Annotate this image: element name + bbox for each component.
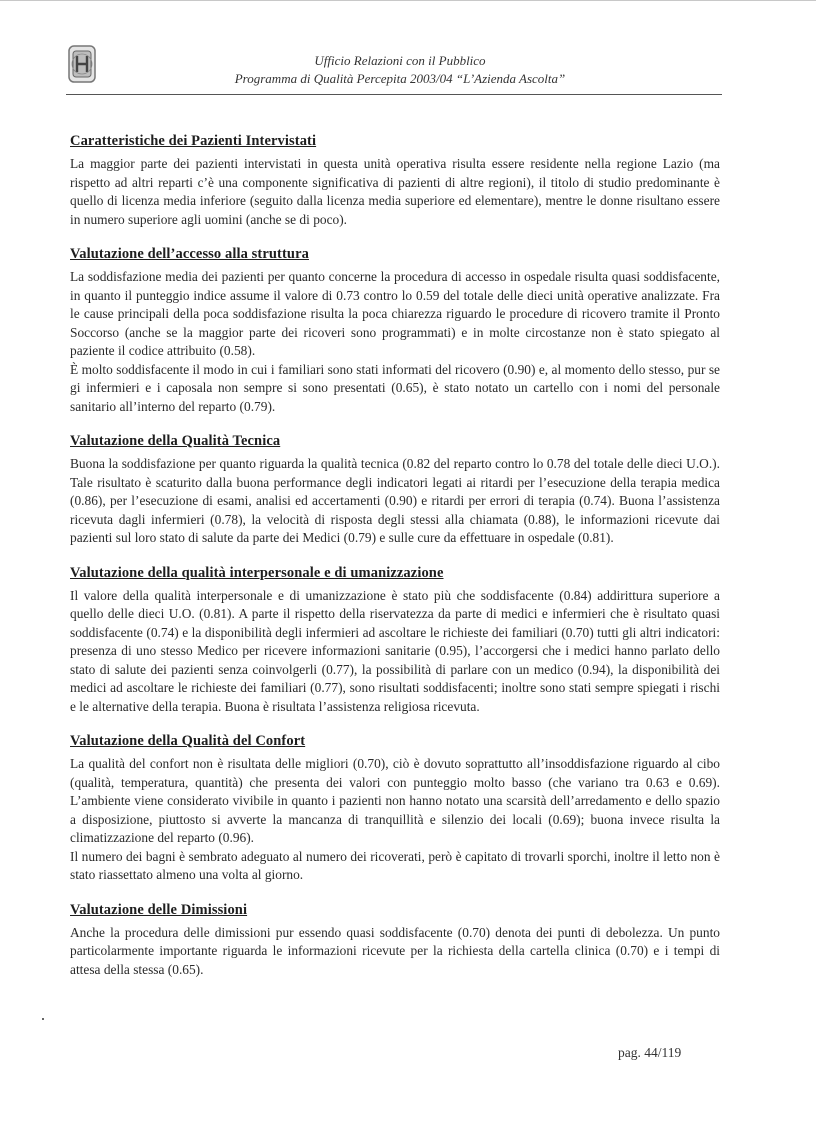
section-paragraph: La maggior parte dei pazienti intervistati in questa unità operativa risulta essere residente nella regione Lazio (ma rispetto ad altri reparti c’è una componente significativa di pazienti di altre regioni), il titolo di studio predominante è quello di licenza media inferiore (seguito dalla licenza media superiore ed elementare), mentre le donne risultano essere in numero superiore agli uomini (anche se di poco). [70,156,720,227]
section-technical-quality [70,433,720,548]
section-paragraph: La qualità del confort non è risultata delle migliori (0.70), ciò è dovuto soprattutto all’insoddisfazione riguardo al cibo (qualità, temperatura, quantità) che presenta dei valori con punteggio molto basso (che variano tra 0.63 e 0.69). L’ambiente viene considerato vivibile in quanto i pazienti non hanno notato una scarsità dell’arredamento e dello spazio a disposizione, piuttosto si avverte la mancanza di tranquillità e silenzio dei locali (0.69); buona invece risulta la climatizzazione del reparto (0.96). [70,756,720,845]
header-rule [66,94,722,95]
section-title: Valutazione delle Dimissioni [70,901,248,918]
section-patient-characteristics [70,133,720,229]
section-interpersonal-quality [70,565,720,717]
section-paragraph: Il numero dei bagni è sembrato adeguato al numero dei ricoverati, però è capitato di trovarli sporchi, inoltre il letto non è stato riassettato almeno una volta al giorno. [70,848,720,882]
section-access-evaluation [70,246,720,416]
page-number: pag. 44/119 [618,1045,682,1060]
document-header [120,52,680,88]
scan-top-edge [0,0,816,1]
header-programme: Programma di Qualità Percepita 2003/04 “L’Azienda Ascolta” [234,71,566,86]
section-title: Valutazione della Qualità Tecnica [70,433,281,449]
section-title: Valutazione della qualità interpersonale e di umanizzazione [70,564,444,581]
header-office: Ufficio Relazioni con il Pubblico [314,53,486,68]
section-paragraph: Buona la soddisfazione per quanto riguarda la qualità tecnica (0.82 del reparto contro lo 0.78 del totale delle dieci U.O.). Tale risultato è scaturito dalla buona performance degli indicatori legati ai ritardi per l’esecuzione della terapia medica (0.86), per l’esecuzione di esami, analisi ed accertamenti (0.90) e ritardi per errori di terapia (0.74). Buona l’assistenza ricevuta dagli infermieri (0.78), la velocità di risposta degli stessi alla chiamata (0.88), le informazioni ricevute dai pazienti sul loro stato di salute da parte dei Medici (0.79) e sulle cure da effettuare in ospedale (0.81). [70,456,720,545]
hospital-logo-icon [68,45,96,83]
section-title: Valutazione dell’accesso alla struttura [70,246,309,262]
margin-mark [42,1018,44,1020]
section-title: Caratteristiche dei Pazienti Intervistati [70,133,317,149]
document-body [70,133,720,996]
section-paragraph: È molto soddisfacente il modo in cui i familiari sono stati informati del ricovero (0.90) e, al momento dello stesso, pur se gi infermieri e i caposala non sempre si sono presentati (0.65), è stato notato un cartello con i nomi del personale sanitario all’interno del reparto (0.79). [70,361,720,414]
section-title: Valutazione della Qualità del Confort [70,733,306,749]
section-paragraph: Anche la procedura delle dimissioni pur essendo quasi soddisfacente (0.70) denota dei punti di debolezza. Un punto particolarmente importante riguarda le informazioni ricevute per la richiesta della cartella clinica (0.70) e i tempi di attesa della stessa (0.65). [70,924,720,977]
section-comfort-quality [70,733,720,885]
section-paragraph: La soddisfazione media dei pazienti per quanto concerne la procedura di accesso in ospedale risulta quasi soddisfacente, in quanto il punteggio indice assume il valore di 0.73 contro lo 0.59 del totale delle dieci unità operative analizzate. Fra le cause principali della poca soddisfazione risulta la poca chiarezza riguardo le procedure di ricovero tramite il Pronto Soccorso (anche se la maggior parte dei ricoveri sono programmati) e in molte circostanze non è stato spiegato al paziente il codice attribuito (0.58). [70,269,720,358]
section-paragraph: Il valore della qualità interpersonale e di umanizzazione è stato più che soddisfacente (0.84) addirittura superiore a quello delle dieci U.O. (0.81). A parte il rispetto della riservatezza da parte di medici e infermieri che è risultato quasi soddisfacente (0.74) e la disponibilità degli infermieri ad ascoltare le richieste dei familiari (0.70) tutti gli altri indicatori: presenza di uno stesso Medico per ricevere informazioni sanitarie (0.95), l’accorgersi che i medici hanno parlato dello stato di salute dei pazienti senza coinvolgerli (0.77), la possibilità di parlare con un medico (0.94), la disponibilità dei medici ad ascoltare le richieste dei familiari (0.77), sono risultati soddisfacenti; inoltre sono stati sempre spiegati i rischi e le alternative della terapia. Buona è risultata l’assistenza religiosa ricevuta. [70,587,720,714]
section-discharge [70,902,720,980]
